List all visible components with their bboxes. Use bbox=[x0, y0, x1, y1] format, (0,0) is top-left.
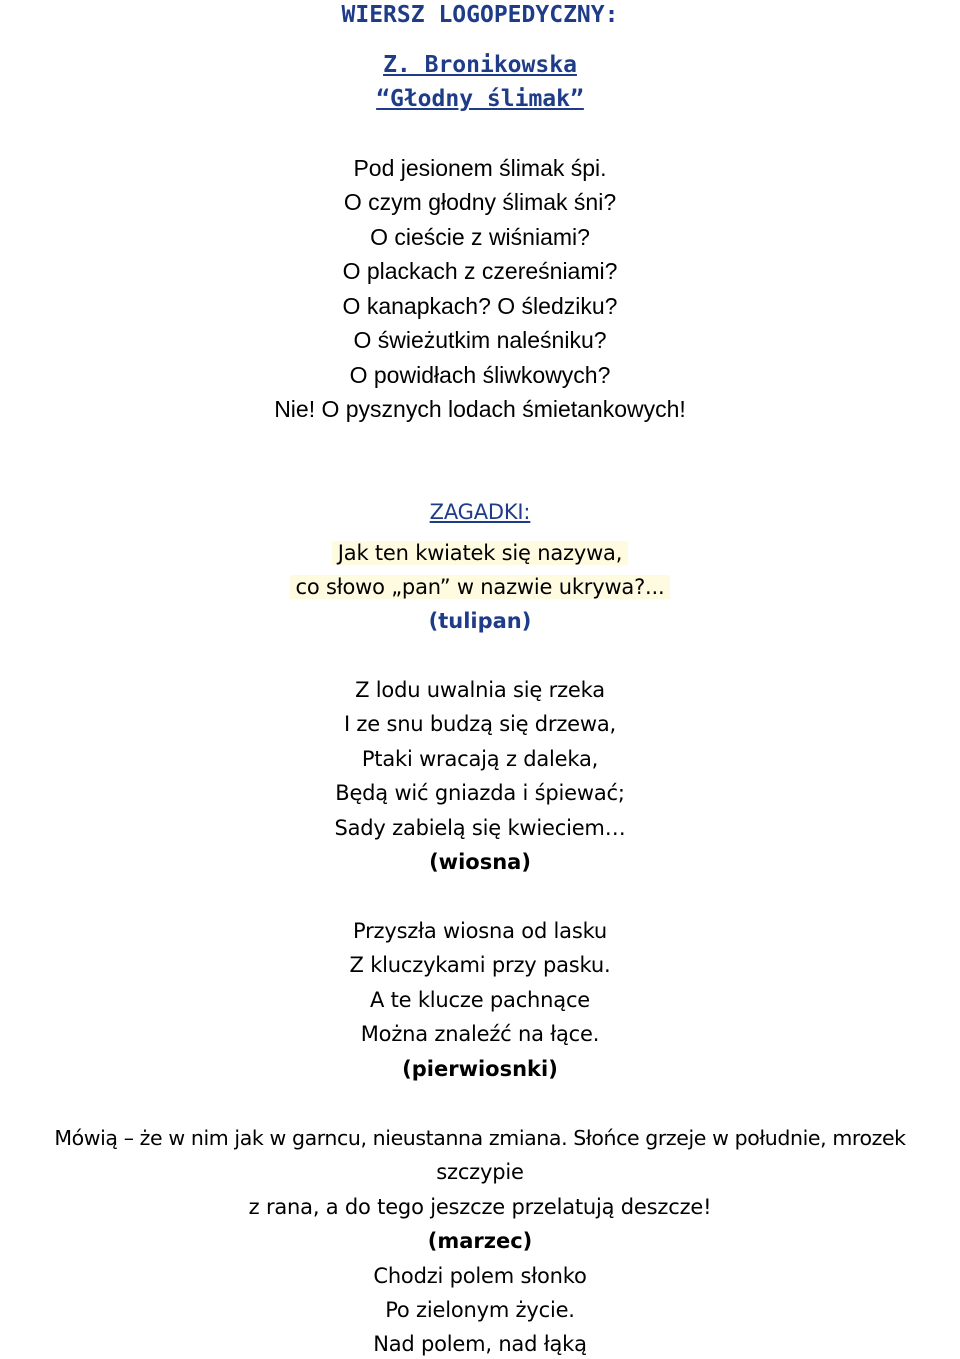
page-title: WIERSZ LOGOPEDYCZNY: bbox=[341, 2, 619, 28]
riddle-line: szczypie bbox=[436, 1160, 524, 1184]
riddle-answer: (wiosna) bbox=[429, 850, 531, 874]
riddle-line: Ptaki wracają z daleka, bbox=[361, 747, 599, 771]
poem-line: O kanapkach? O śledziku? bbox=[342, 293, 618, 319]
poem-author: Z. Bronikowska bbox=[383, 52, 577, 78]
poem-line: O plackach z czereśniami? bbox=[342, 258, 618, 284]
riddle-line: Przyszła wiosna od lasku bbox=[352, 919, 608, 943]
poem-line: O powidłach śliwkowych? bbox=[349, 362, 611, 388]
poem-line: O cieście z wiśniami? bbox=[370, 224, 590, 250]
riddle-line: Można znaleźć na łące. bbox=[360, 1022, 600, 1046]
riddle-line: Mówią – że w nim jak w garncu, nieustanna zmiana. Słońce grzeje w południe, mrozek bbox=[54, 1126, 906, 1150]
riddle-line: Jak ten kwiatek się nazywa, bbox=[332, 541, 628, 565]
riddle-line: Z kluczykami przy pasku. bbox=[349, 953, 611, 977]
riddle-answer: (pierwiosnki) bbox=[402, 1057, 558, 1081]
riddle-line: Sady zabielą się kwieciem… bbox=[334, 816, 626, 840]
poem-title: “Głodny ślimak” bbox=[376, 86, 584, 112]
riddle-line: z rana, a do tego jeszcze przelatują deszcze! bbox=[248, 1195, 712, 1219]
riddle-line: I ze snu budzą się drzewa, bbox=[343, 712, 617, 736]
riddle-line: Nad polem, nad łąką bbox=[373, 1332, 587, 1356]
poem-line: Pod jesionem ślimak śpi. bbox=[353, 155, 607, 181]
riddle-line: Będą wić gniazda i śpiewać; bbox=[335, 781, 625, 805]
riddle-line: co słowo „pan” w nazwie ukrywa?... bbox=[290, 575, 671, 599]
riddle-line: Po zielonym życie. bbox=[385, 1298, 575, 1322]
poem-line: O świeżutkim naleśniku? bbox=[353, 327, 607, 353]
riddle-line: A te klucze pachnące bbox=[369, 988, 591, 1012]
riddles-heading: ZAGADKI: bbox=[429, 500, 531, 524]
riddle-line: Z lodu uwalnia się rzeka bbox=[355, 678, 605, 702]
riddle-answer: (marzec) bbox=[427, 1229, 533, 1253]
riddle-line: Chodzi polem słonko bbox=[373, 1264, 587, 1288]
poem-line: Nie! O pysznych lodach śmietankowych! bbox=[274, 396, 686, 422]
riddle-answer: (tulipan) bbox=[428, 609, 532, 633]
poem-line: O czym głodny ślimak śni? bbox=[343, 189, 617, 215]
